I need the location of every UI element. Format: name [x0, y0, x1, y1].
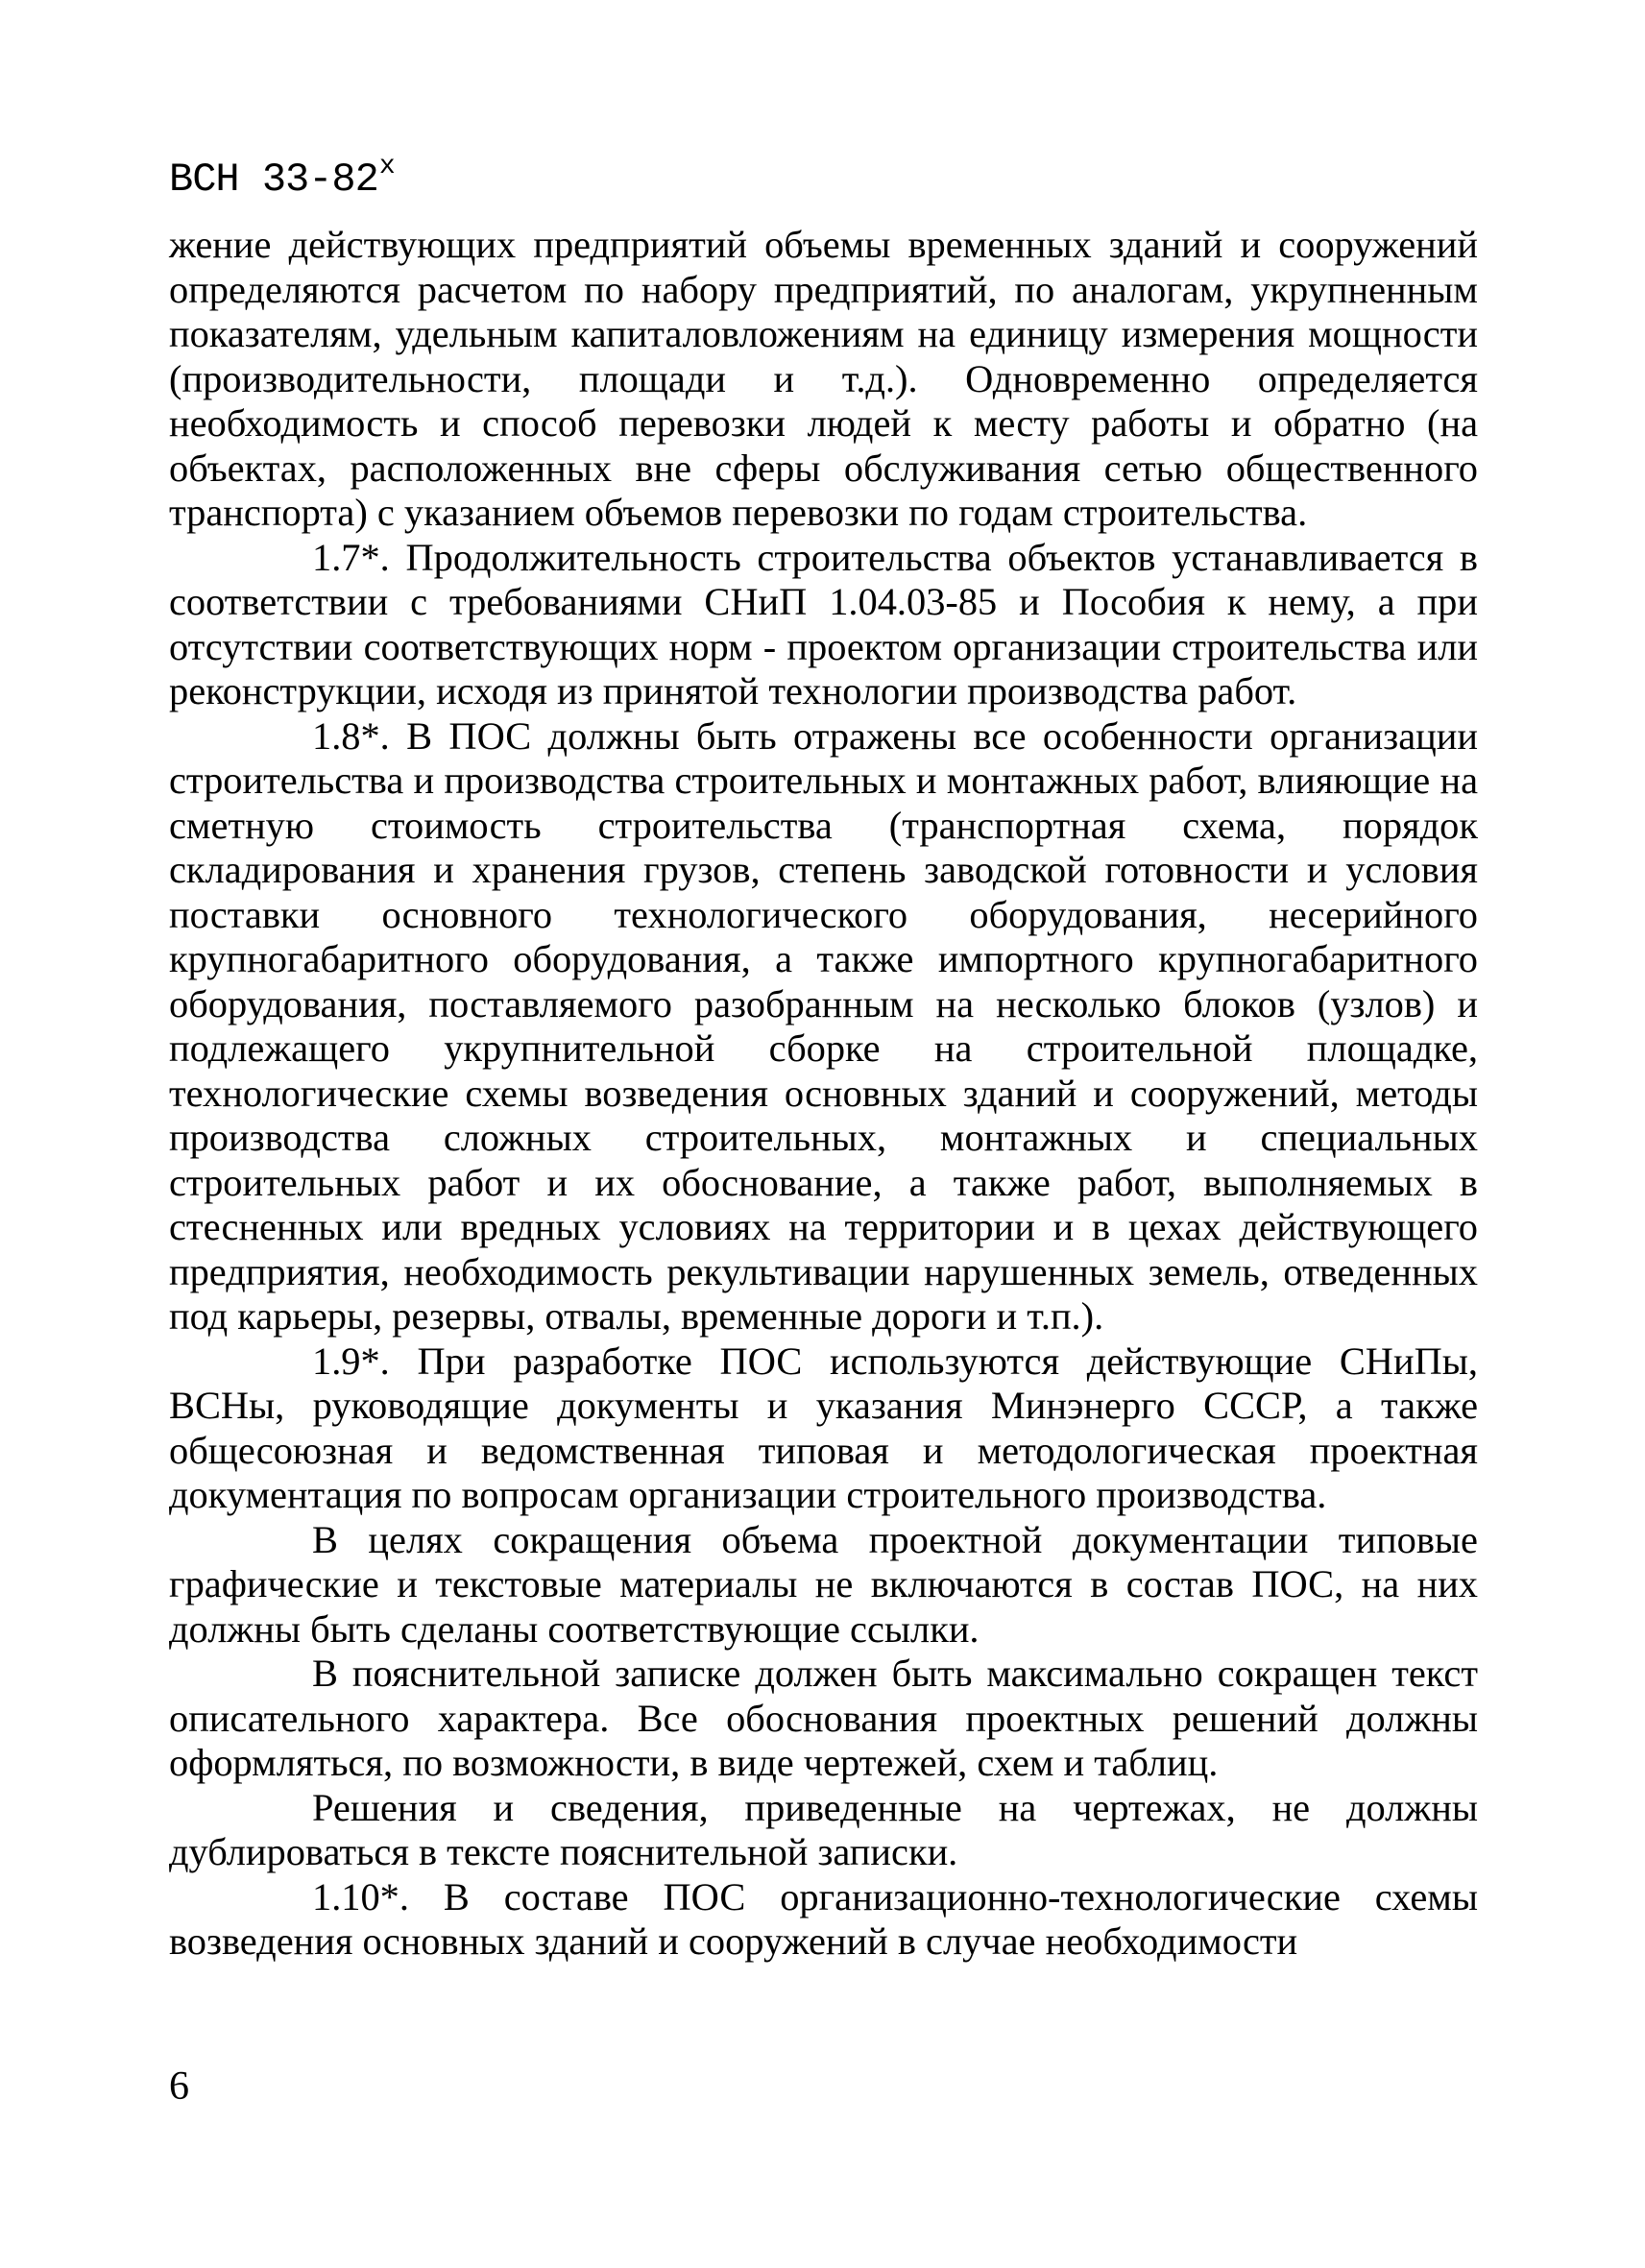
paragraph-continuation: жение действующих предприятий объемы временных зданий и сооружений определяются расчетом по набору предприятий, по аналогам, укрупненным показателям, удельным капиталовложениям на единицу измерения мощности (производительности, площади и т.д.). Одновременно определяется необходимость и способ перевозки людей к месту работы и обратно (на объектах, расположенных вне сферы обслуживания сетью общественного транспорта) с указанием объемов перевозки по годам строительства.	[169, 223, 1478, 534]
revision-mark: x	[378, 152, 395, 181]
document-code: ВСН 33-82	[169, 157, 378, 203]
paragraph-explanatory-note: В пояснительной записке должен быть максимально сокращен текст описательного характера. Все обоснования проектных решений должны оформляться, по возможности, в виде чертежей, схем и таблиц.	[169, 1652, 1478, 1784]
paragraph-typical-materials: В целях сокращения объема проектной документации типовые графические и текстовые материалы не включаются в состав ПОС, на них должны быть сделаны соответствующие ссылки.	[169, 1517, 1478, 1651]
page-number: 6	[169, 2064, 189, 2109]
document-body	[169, 223, 1478, 1965]
paragraph-1-9: 1.9*. При разработке ПОС используются действующие СНиПы, ВСНы, руководящие документы и указания Минэнерго СССР, а также общесоюзная и ведомственная типовая и методологическая проектная документация по вопросам организации строительного производства.	[169, 1339, 1478, 1516]
paragraph-1-10: 1.10*. В составе ПОС организационно-технологические схемы возведения основных зданий и сооружений в случае необходимости	[169, 1874, 1478, 1963]
document-code-header	[169, 152, 395, 203]
paragraph-drawings-duplication: Решения и сведения, приведенные на чертежах, не должны дублироваться в тексте пояснительной записки.	[169, 1785, 1478, 1873]
paragraph-1-8: 1.8*. В ПОС должны быть отражены все особенности организации строительства и производства строительных и монтажных работ, влияющие на сметную стоимость строительства (транспортная схема, порядок складирования и хранения грузов, степень заводской готовности и условия поставки основного технологического оборудования, несерийного крупногабаритного оборудования, а также импортного крупногабаритного оборудования, поставляемого разобранным на несколько блоков (узлов) и подлежащего укрупнительной сборке на строительной площадке, технологические схемы возведения основных зданий и сооружений, методы производства сложных строительных, монтажных и специальных строительных работ и их обоснование, а также работ, выполняемых в стесненных или вредных условиях на территории и в цехах действующего предприятия, необходимость рекультивации нарушенных земель, отведенных под карьеры, резервы, отвалы, временные дороги и т.п.).	[169, 713, 1478, 1338]
paragraph-1-7: 1.7*. Продолжительность строительства объектов устанавливается в соответствии с требованиями СНиП 1.04.03-85 и Пособия к нему, а при отсутствии соответствующих норм - проектом организации строительства или реконструкции, исходя из принятой технологии производства работ.	[169, 535, 1478, 712]
